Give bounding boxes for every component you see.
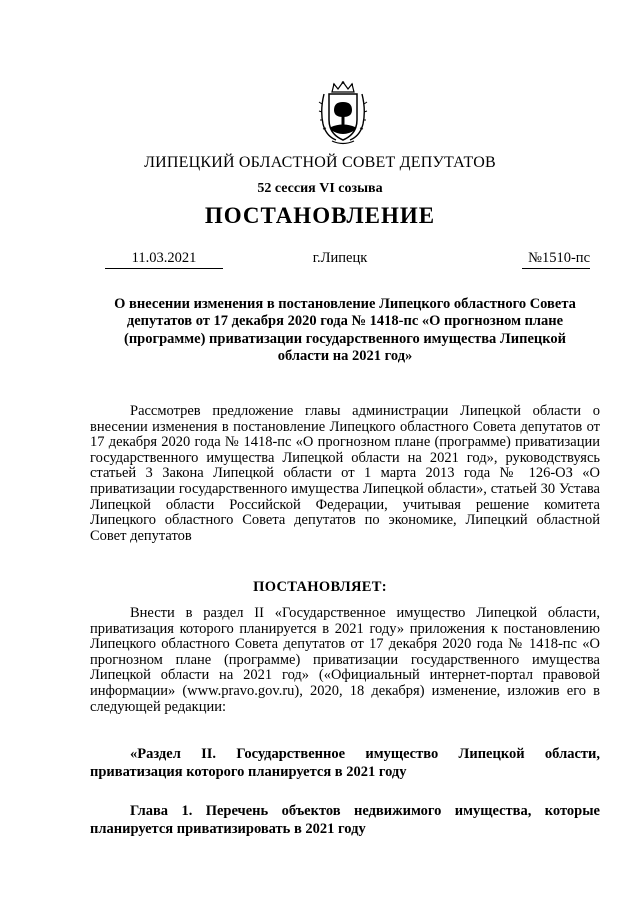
preamble-paragraph: Рассмотрев предложение главы администрации Липецкой области о внесении изменения в постановление Липецкого областного Совета депутатов от 17 декабря 2020 года № 1418-пс «О прогнозном плане (программе) приватизации государственного имущества Липецкой области на 2021 год», руководствуясь статьей 3 Закона Липецкой области от 1 марта 2013 года № 126-ОЗ «О приватизации государственного имущества Липецкой области», статьей 30 Устава Липецкой области Российской Федерации, учитывая решение комитета Липецкого областного Совета депутатов по экономике, Липецкий областной Совет депутатов bbox=[90, 403, 600, 544]
resolves-heading: ПОСТАНОВЛЯЕТ: bbox=[253, 579, 387, 595]
session-label: 52 сессия VI созыва bbox=[257, 181, 383, 196]
document-type: ПОСТАНОВЛЕНИЕ bbox=[204, 203, 436, 228]
document-city: г.Липецк bbox=[312, 250, 368, 266]
document-number: №1510-пс bbox=[522, 250, 590, 269]
chapter-heading: Глава 1. Перечень объектов недвижимого имущества, которые планируется приватизировать в 2021 году bbox=[90, 803, 600, 837]
council-name: ЛИПЕЦКИЙ ОБЛАСТНОЙ СОВЕТ ДЕПУТАТОВ bbox=[144, 154, 496, 171]
document-date: 11.03.2021 bbox=[105, 250, 223, 269]
section-heading: «Раздел II. Государственное имущество Липецкой области, приватизация которого планируется в 2021 году bbox=[90, 746, 600, 780]
document-title: О внесении изменения в постановление Липецкого областного Совета депутатов от 17 декабря 2020 года № 1418-пс «О прогнозном плане (программе) приватизации государственного имущества Липецкой области на 2021 год» bbox=[114, 296, 576, 364]
coat-of-arms-icon bbox=[318, 80, 368, 148]
body-paragraph: Внести в раздел II «Государственное имущество Липецкой области, приватизация которого планируется в 2021 году» приложения к постановлению Липецкого областного Совета депутатов от 17 декабря 2020 года № 1418-пс «О прогнозном плане (программе) приватизации государственного имущества Липецкой области на 2021 год» («Официальный интернет-портал правовой информации» (www.pravo.gov.ru), 2020, 18 декабря) изменение, изложив его в следующей редакции: bbox=[90, 605, 600, 715]
